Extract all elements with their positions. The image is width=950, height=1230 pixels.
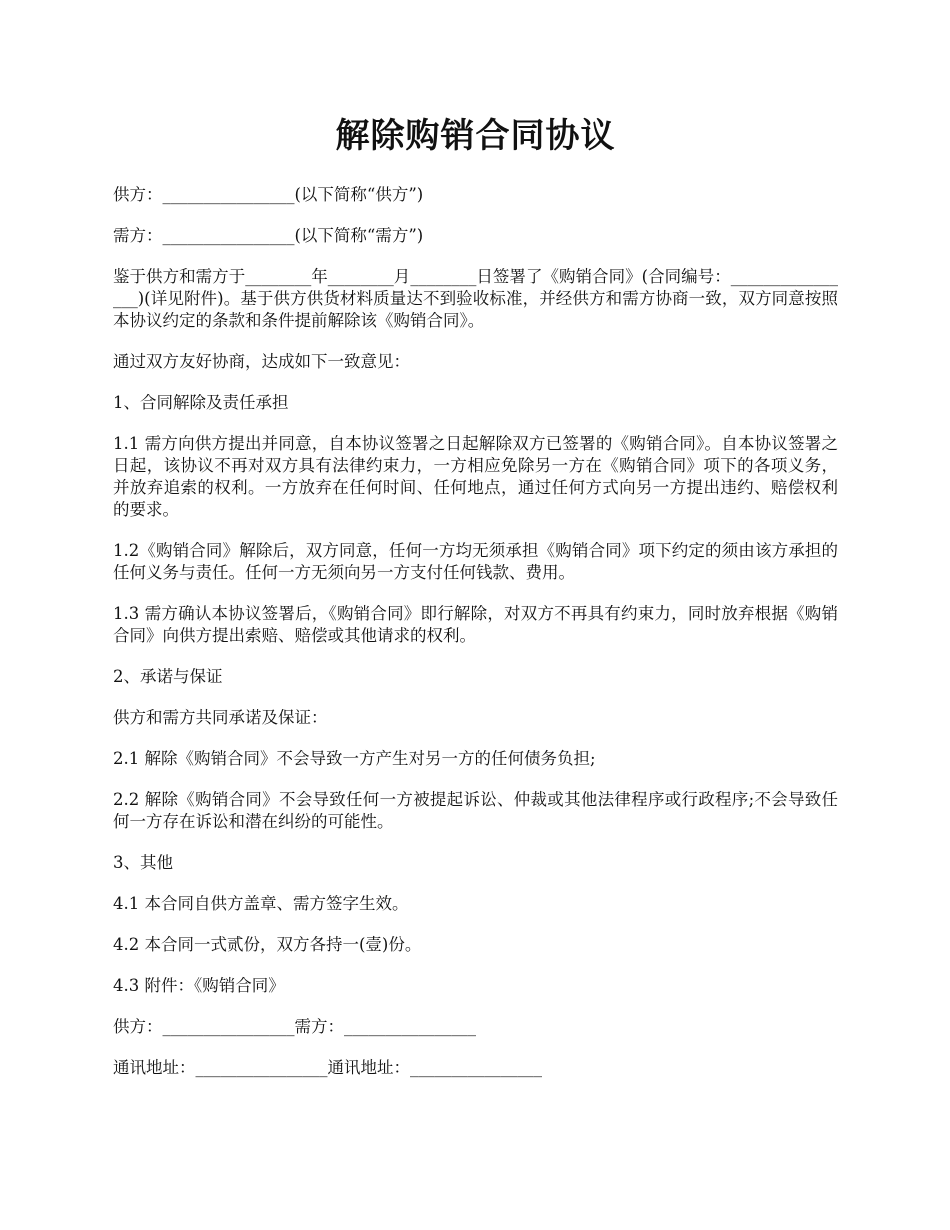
clause-1-2: 1.2《购销合同》解除后，双方同意，任何一方均无须承担《购销合同》项下约定的须由该方承担的任何义务与责任。任何一方无须向另一方支付任何钱款、费用。 bbox=[113, 541, 838, 582]
clause-4-1: 4.1 本合同自供方盖章、需方签字生效。 bbox=[113, 894, 409, 913]
clause-4-2: 4.2 本合同一式贰份，双方各持一(壹)份。 bbox=[113, 935, 422, 954]
consensus-intro: 通过双方友好协商，达成如下一致意见： bbox=[113, 352, 410, 371]
clause-1-1: 1.1 需方向供方提出并同意，自本协议签署之日起解除双方已签署的《购销合同》。自本协议签署之日起，该协议不再对双方具有法律约束力，一方相应免除另一方在《购销合同》项下的各项义务，并放弃追索的权利。一方放弃在任何时间、任何地点，通过任何方式向另一方提出违约、赔偿权利的要求。 bbox=[113, 434, 838, 519]
section-heading-1: 1、合同解除及责任承担 bbox=[113, 393, 289, 412]
clause-2-2: 2.2 解除《购销合同》不会导致任何一方被提起诉讼、仲裁或其他法律程序或行政程序;不会导致任何一方存在诉讼和潜在纠纷的可能性。 bbox=[113, 790, 838, 831]
supplier-line: 供方：________________(以下简称“供方”) bbox=[113, 185, 424, 204]
document-title: 解除购销合同协议 bbox=[335, 116, 616, 156]
clause-4-3: 4.3 附件：《购销合同》 bbox=[113, 976, 285, 995]
recital-paragraph: 鉴于供方和需方于________年________月________日签署了《购销合同》(合同编号：________________)(详见附件)。基于供方供货材料质量达不到验收标准，并经供方和需方协商一致，双方同意按照本协议约定的条款和条件提前解除该《购销合同》。 bbox=[113, 267, 838, 330]
signature-line: 供方：________________需方：________________ bbox=[113, 1017, 476, 1036]
section-heading-2: 2、承诺与保证 bbox=[113, 667, 223, 686]
buyer-line: 需方：________________(以下简称“需方”) bbox=[113, 226, 424, 245]
clause-1-3: 1.3 需方确认本协议签署后，《购销合同》即行解除，对双方不再具有约束力，同时放弃根据《购销合同》向供方提出索赔、赔偿或其他请求的权利。 bbox=[113, 604, 838, 645]
address-line: 通讯地址：________________通讯地址：________________ bbox=[113, 1058, 542, 1077]
section-heading-3: 3、其他 bbox=[113, 853, 173, 872]
clause-2-1: 2.1 解除《购销合同》不会导致一方产生对另一方的任何债务负担; bbox=[113, 749, 596, 768]
warranty-intro: 供方和需方共同承诺及保证： bbox=[113, 708, 328, 727]
